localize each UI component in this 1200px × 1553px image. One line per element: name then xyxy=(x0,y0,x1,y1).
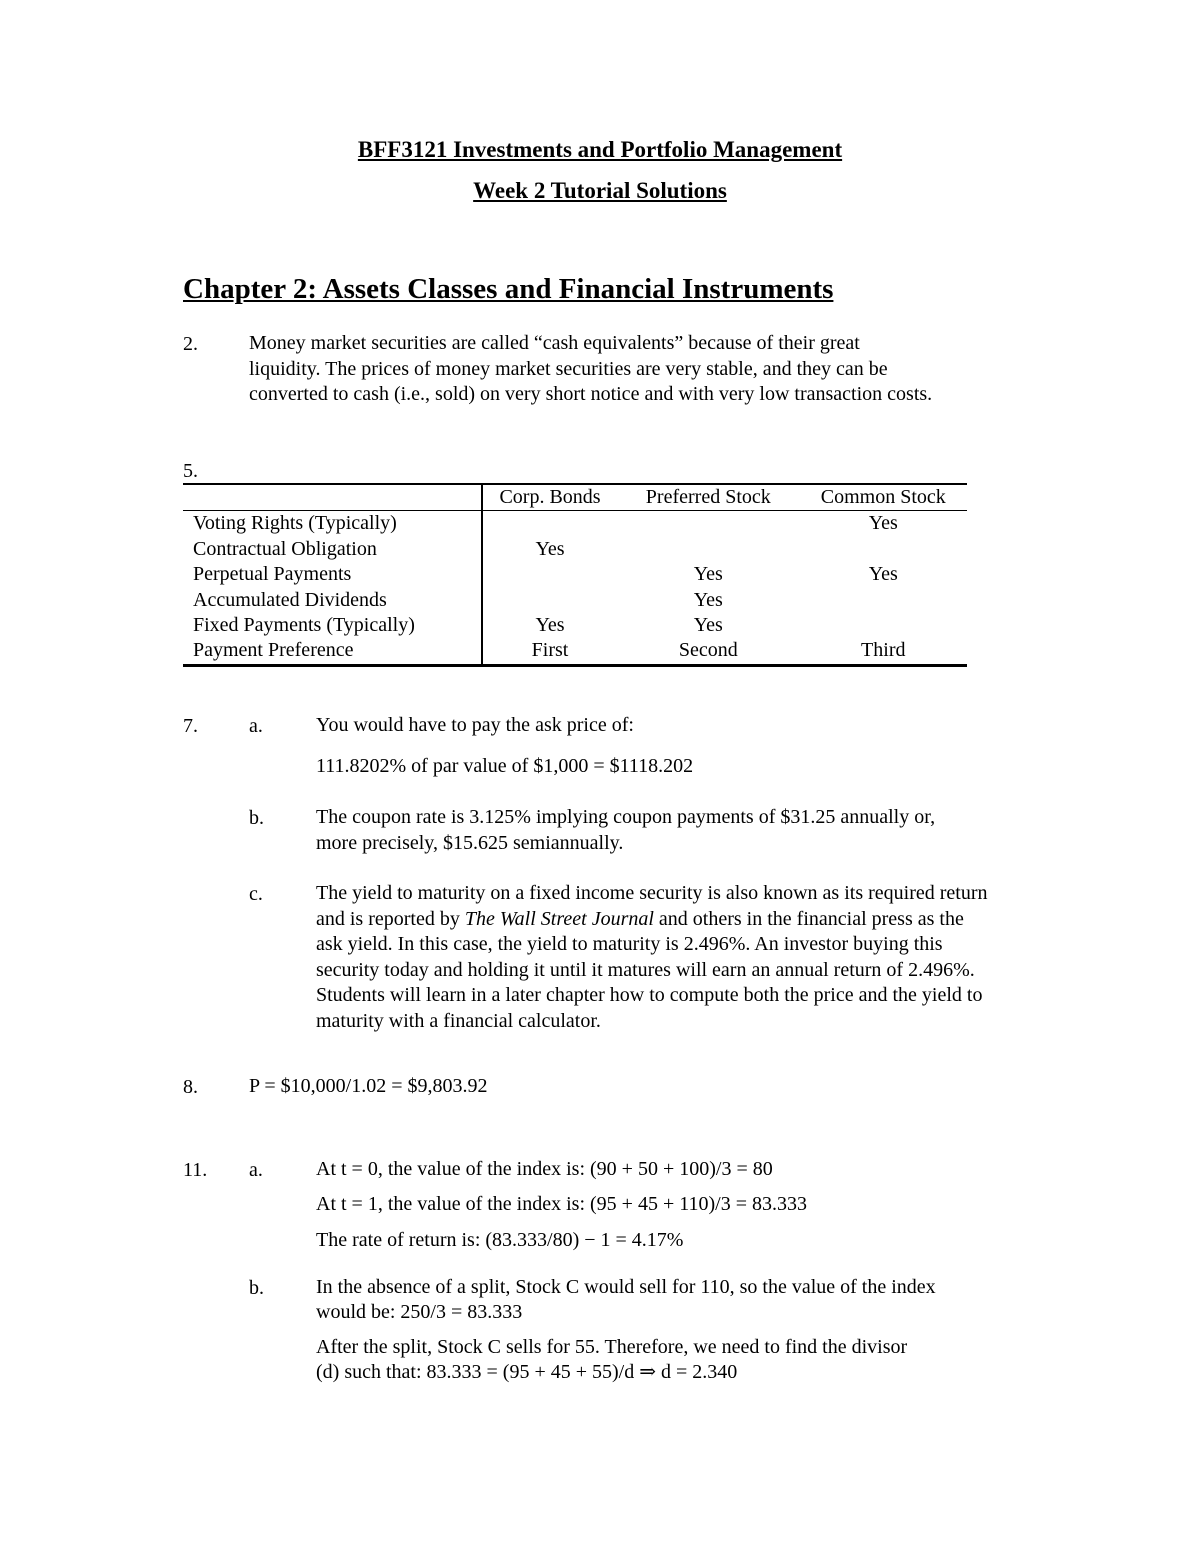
course-title: BFF3121 Investments and Portfolio Management xyxy=(357,137,843,162)
question-2-number: 2. xyxy=(183,333,198,355)
table-row xyxy=(183,511,967,537)
row-label: Fixed Payments (Typically) xyxy=(183,613,482,638)
table-row xyxy=(183,613,967,638)
question-11a-line: The rate of return is: (83.333/80) − 1 = 4.17% xyxy=(316,1229,684,1251)
answer-line: ask yield. In this case, the yield to maturity is 2.496%. An investor buying this xyxy=(316,933,943,955)
row-label: Accumulated Dividends xyxy=(183,588,482,613)
answer-text: and is reported by xyxy=(316,907,465,930)
table-cell: Yes xyxy=(693,588,723,611)
question-8-answer: P = $10,000/1.02 = $9,803.92 xyxy=(249,1075,488,1097)
answer-line: Students will learn in a later chapter how to compute both the price and the yield to xyxy=(316,984,983,1006)
row-label: Perpetual Payments xyxy=(183,562,482,587)
answer-line: The yield to maturity on a fixed income security is also known as its required return xyxy=(316,882,988,904)
question-11b-line: After the split, Stock C sells for 55. Therefore, we need to find the divisor xyxy=(316,1336,908,1358)
answer-line: security today and holding it until it matures will earn an annual return of 2.496%. xyxy=(316,958,975,981)
answer-line: more precisely, $15.625 semiannually. xyxy=(316,831,624,854)
table-row xyxy=(183,562,967,587)
answer-line: converted to cash (i.e., sold) on very short notice and with very low transaction costs. xyxy=(249,383,933,405)
question-7-number: 7. xyxy=(183,715,198,737)
table-cell: Yes xyxy=(868,563,898,586)
table-header-cell: Preferred Stock xyxy=(617,484,800,511)
table-row xyxy=(183,588,967,613)
row-label: Payment Preference xyxy=(183,638,482,665)
chapter-title: Chapter 2: Assets Classes and Financial Instruments xyxy=(183,273,834,305)
question-11a-line: At t = 0, the value of the index is: (90 + 50 + 100)/3 = 80 xyxy=(316,1158,773,1180)
question-11a-letter: a. xyxy=(249,1159,263,1181)
table-cell: Yes xyxy=(535,537,565,560)
publication-title: The Wall Street Journal xyxy=(464,907,654,930)
question-7c-answer xyxy=(316,881,988,1034)
answer-line xyxy=(316,907,988,933)
question-7b-letter: b. xyxy=(249,807,264,829)
row-label: Voting Rights (Typically) xyxy=(183,511,482,537)
table-cell: First xyxy=(531,639,569,662)
answer-text: and others in the financial press as the xyxy=(653,907,964,930)
table-row xyxy=(183,638,967,665)
table-cell: Yes xyxy=(535,614,565,637)
question-11b-letter: b. xyxy=(249,1277,264,1299)
question-11a-line: At t = 1, the value of the index is: (95 + 45 + 110)/3 = 83.333 xyxy=(316,1193,807,1215)
answer-line: liquidity. The prices of money market securities are very stable, and they can be xyxy=(249,357,888,380)
table-header-row xyxy=(183,484,967,511)
answer-line: Money market securities are called “cash equivalents” because of their great xyxy=(249,332,860,354)
securities-comparison-table xyxy=(183,483,967,667)
table-cell xyxy=(482,511,617,537)
answer-line: The coupon rate is 3.125% implying coupon payments of $31.25 annually or, xyxy=(316,806,936,828)
question-11b-line: In the absence of a split, Stock C would sell for 110, so the value of the index xyxy=(316,1276,936,1298)
table-cell: Second xyxy=(678,639,738,662)
table-header-cell: Corp. Bonds xyxy=(482,484,617,511)
table-cell xyxy=(482,588,617,613)
question-7b-answer xyxy=(316,805,935,856)
answer-line: maturity with a financial calculator. xyxy=(316,1009,601,1032)
table-cell: Yes xyxy=(693,614,723,637)
table-cell: Third xyxy=(861,639,906,662)
table-cell xyxy=(617,537,800,562)
table-cell xyxy=(482,562,617,587)
table-header-empty xyxy=(183,484,482,511)
table-cell: Yes xyxy=(868,512,898,535)
question-5-number: 5. xyxy=(183,460,198,482)
page-subtitle: Week 2 Tutorial Solutions xyxy=(473,178,727,203)
table-cell xyxy=(800,537,967,562)
question-7c-letter: c. xyxy=(249,883,263,905)
question-8-number: 8. xyxy=(183,1076,198,1098)
row-label: Contractual Obligation xyxy=(183,537,482,562)
question-7a-line: 111.8202% of par value of $1,000 = $1118.202 xyxy=(316,755,694,777)
question-2-answer xyxy=(249,331,932,408)
table-cell xyxy=(617,511,800,537)
table-cell xyxy=(800,588,967,613)
table-row xyxy=(183,537,967,562)
question-11b-line: would be: 250/3 = 83.333 xyxy=(316,1301,523,1323)
question-11b-line: (d) such that: 83.333 = (95 + 45 + 55)/d ⇒ d = 2.340 xyxy=(316,1361,738,1383)
question-11-number: 11. xyxy=(183,1159,208,1181)
table-cell xyxy=(800,613,967,638)
table-cell: Yes xyxy=(693,563,723,586)
question-7a-line: You would have to pay the ask price of: xyxy=(316,714,634,736)
question-7a-letter: a. xyxy=(249,715,263,737)
table-header-cell: Common Stock xyxy=(800,484,967,511)
